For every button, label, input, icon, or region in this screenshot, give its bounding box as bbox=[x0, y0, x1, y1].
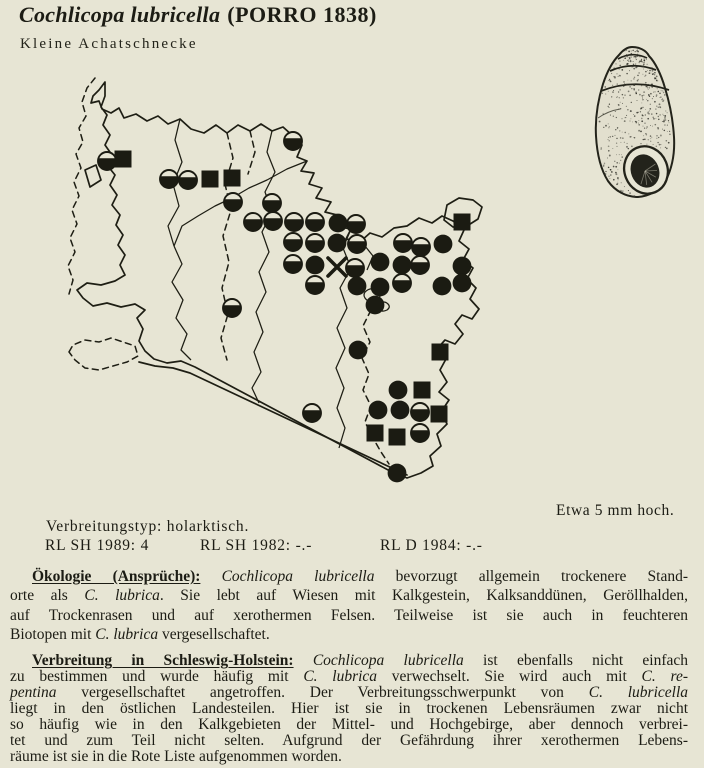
record-symbol-filled-square bbox=[432, 344, 449, 361]
distribution-type-line: Verbreitungstyp: holarktisch. bbox=[46, 518, 250, 535]
record-symbol-filled-circle bbox=[328, 234, 347, 253]
record-symbol-filled-circle bbox=[388, 464, 407, 483]
shell-size-caption: Etwa 5 mm hoch. bbox=[556, 502, 675, 519]
text-line: Biotopen mit C. lubrica vergesellschaftet. bbox=[10, 625, 270, 643]
text-line: räume ist sie in die Rote Liste aufgenommen worden. bbox=[10, 748, 342, 766]
redlist-d-1984: RL D 1984: -.- bbox=[380, 537, 483, 554]
species-name: Cochlicopa lubricella bbox=[19, 2, 221, 27]
record-symbol-filled-circle bbox=[348, 277, 367, 296]
record-symbol-filled-circle bbox=[369, 401, 388, 420]
record-symbol-filled-square bbox=[454, 214, 471, 231]
text-line: auf Trockenrasen und auf xerothermen Felsen. Teilweise ist sie auch in feuchteren bbox=[10, 606, 688, 624]
record-symbol-filled-square bbox=[202, 171, 219, 188]
record-symbol-filled-circle bbox=[389, 381, 408, 400]
record-symbol-filled-circle bbox=[371, 278, 390, 297]
text-line: so häufig wie in den Kalkgebieten der Mittel- und Hochgebirge, aber dennoch verbrei- bbox=[10, 716, 688, 734]
record-symbol-filled-circle bbox=[329, 214, 348, 233]
paragraph-oekologie bbox=[10, 567, 688, 644]
distribution-map bbox=[55, 70, 515, 500]
text-line: tet und zum Teil nicht selten. Aufgrund der Gefährdung ihrer xerothermen Lebens- bbox=[10, 732, 688, 750]
record-symbol-filled-circle bbox=[391, 401, 410, 420]
record-symbol-filled-circle bbox=[433, 277, 452, 296]
map-symbols bbox=[98, 132, 471, 482]
record-symbol-filled-circle bbox=[453, 257, 472, 276]
record-symbol-filled-circle bbox=[453, 274, 472, 293]
text-line: Ökologie (Ansprüche): Cochlicopa lubricella bevorzugt allgemein trockenere Stand- bbox=[32, 568, 689, 585]
text-line: liegt in den östlichen Landesteilen. Hier ist sie in trockenen Lebensräumen zwar nicht bbox=[10, 700, 688, 718]
record-symbol-filled-square bbox=[224, 170, 241, 187]
record-symbol-filled-circle bbox=[434, 235, 453, 254]
body-text bbox=[10, 567, 688, 765]
record-symbol-x-mark bbox=[328, 258, 346, 276]
record-symbol-filled-circle bbox=[306, 256, 325, 275]
redlist-sh-1982: RL SH 1982: -.- bbox=[200, 537, 313, 554]
record-symbol-filled-circle bbox=[393, 256, 412, 275]
text-line: orte als C. lubrica. Sie lebt auf Wiesen mit Kalkgestein, Kalksanddünen, Geröllhalden, bbox=[10, 587, 688, 605]
record-symbol-filled-square bbox=[431, 406, 448, 423]
text-line: pentina vergesellschaftet angetroffen. Der Verbreitungsschwerpunkt von C. lubricella bbox=[10, 684, 689, 702]
text-line: zu bestimmen und wurde häufig mit C. lubrica verwechselt. Sie wird auch mit C. re- bbox=[10, 668, 688, 686]
record-symbol-filled-circle bbox=[371, 253, 390, 272]
record-symbol-filled-square bbox=[389, 429, 406, 446]
shell-illustration bbox=[568, 40, 702, 220]
species-author: (PORRO 1838) bbox=[227, 2, 377, 27]
record-symbol-filled-square bbox=[367, 425, 384, 442]
paragraph-verbreitung-in-schleswig-holstein bbox=[10, 653, 688, 765]
record-symbol-filled-square bbox=[115, 151, 132, 168]
record-symbol-filled-square bbox=[414, 382, 431, 399]
text-line: Verbreitung in Schleswig-Holstein: Cochlicopa lubricella ist ebenfalls nicht einfach bbox=[32, 652, 688, 670]
record-symbol-filled-circle bbox=[349, 341, 368, 360]
page-title bbox=[19, 2, 377, 28]
redlist-sh-1989: RL SH 1989: 4 bbox=[45, 537, 150, 554]
record-symbol-filled-circle bbox=[366, 296, 385, 315]
page-subtitle: Kleine Achatschnecke bbox=[20, 36, 198, 52]
